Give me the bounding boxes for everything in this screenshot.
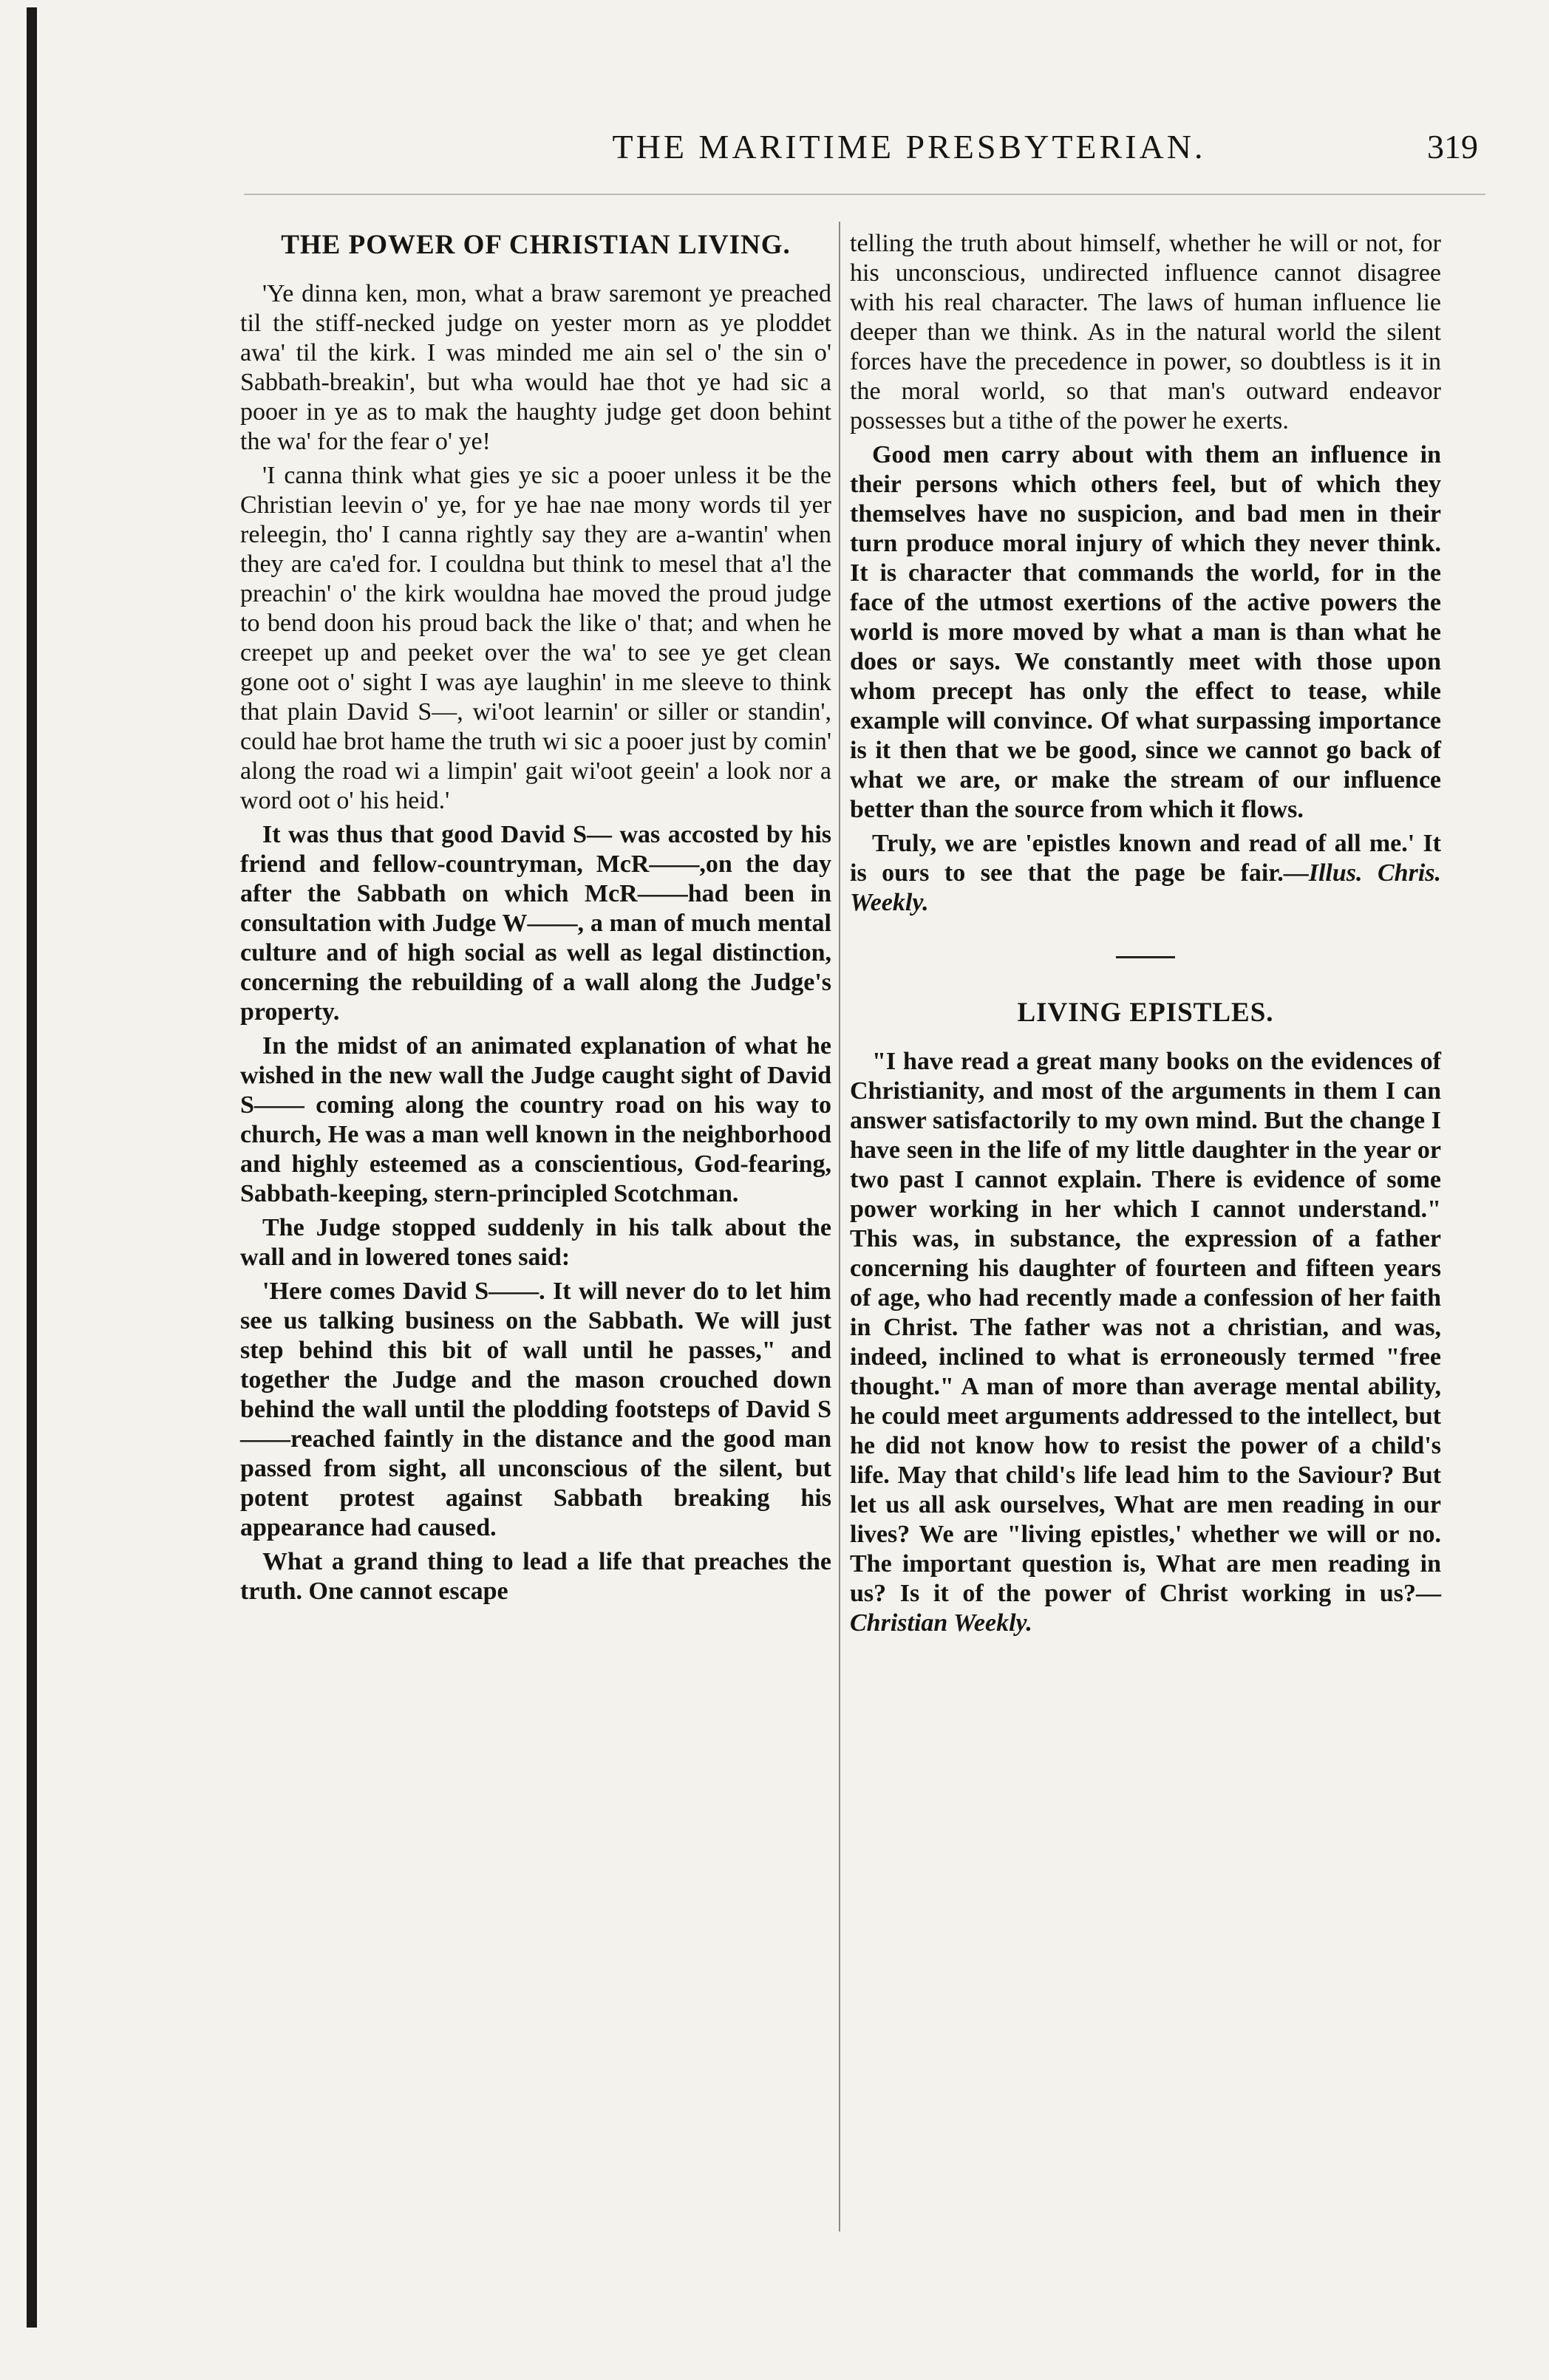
source-credit: Illus. Chris. Weekly. <box>850 859 1441 916</box>
right-column <box>850 229 1441 1643</box>
source-credit: Christian Weekly. <box>850 1609 1032 1637</box>
page-number: 319 <box>1427 128 1478 166</box>
closing-text: Truly, we are 'epistles known and read of all me.' It is ours to see that the page be fair.— <box>850 830 1441 887</box>
paragraph: In the midst of an animated explanation of what he wished in the new wall the Judge caught sight of David S—— coming along the country road on his way to church, He was a man well known in the neighborhood and highly esteemed as a conscientious, God-fearing, Sabbath-keeping, stern-principled Scotchman. <box>240 1032 831 1207</box>
paragraph: Good men carry about with them an influence in their persons which others feel, but of which they themselves have no suspicion, and bad men in their turn produce moral injury of which they never think. It is character that commands the world, for in the face of the utmost exertions of the active powers the world is more moved by what a man is than what he does or says. We constantly meet with those upon whom precept has only the effect to tease, while example will convince. Of what surpassing importance is it then that we be good, since we cannot go back of what we are, or make the stream of our influence better than the source from which it flows. <box>850 441 1441 823</box>
body-text: "I have read a great many books on the evidences of Christianity, and most of the arguments in them I can answer satisfactorily to my own mind. But the change I have seen in the life of my little daughter in the year or two past I cannot explain. There is evidence of some power working in her which I cannot understand." This was, in substance, the expression of a father concerning his daughter of fourteen and fifteen years of age, who had recently made a confession of her faith in Christ. The father was not a christian, and was, indeed, inclined to what is erroneously termed "free thought." A man of more than average mental ability, he could meet arguments addressed to the intellect, but he did not know how to resist the power of a child's life. May that child's life lead him to the Saviour? But let us all ask ourselves, What are men reading in our lives? We are "living epistles,' whether we will or no. The important question is, What are men reading in us? Is it of the power of Christ working in us?— <box>850 1048 1441 1607</box>
article-title-living-epistles: LIVING EPISTLES. <box>1017 998 1274 1028</box>
paragraph: 'I canna think what gies ye sic a pooer unless it be the Christian leevin o' ye, for ye hae nae mony words til yer releegin, tho' I canna rightly say they are a-wantin' when they are ca'ed for. I couldna but think to mesel that a'l the preachin' o' the kirk wouldna hae moved the proud judge to bend doon his proud back the like o' that; and when he creepet up and peeket over the wa' to see ye get clean gone oot o' sight I was aye laughin' in me sleeve to think that plain David S—, wi'oot learnin' or siller or standin', could hae brot hame the truth wi sic a pooer just by comin' along the road wi a limpin' gait wi'oot geein' a look nor a word oot o' his heid.' <box>240 462 831 814</box>
running-title: THE MARITIME PRESBYTERIAN. <box>612 128 1206 166</box>
header-rule <box>244 194 1485 195</box>
paragraph: 'Ye dinna ken, mon, what a braw saremont ye preached til the stiff-necked judge on yester morn as ye ploddet awa' til the kirk. I was minded me ain sel o' the sin o' Sabbath-breakin', but wha would hae thot ye had sic a pooer in ye as to mak the haughty judge get doon behint the wa' for the fear o' ye! <box>240 280 831 455</box>
paragraph-closing <box>850 829 1441 918</box>
left-column <box>240 229 831 1606</box>
paragraph: It was thus that good David S— was accosted by his friend and fellow-countryman, McR——,on the day after the Sabbath on which McR——had been in consultation with Judge W——, a man of much mental culture and of high social as well as legal distinction, concerning the rebuilding of a wall along the Judge's property. <box>240 821 831 1026</box>
article-separator <box>1116 956 1175 958</box>
running-header <box>222 127 1478 179</box>
paragraph: The Judge stopped suddenly in his talk about the wall and in lowered tones said: <box>240 1214 831 1271</box>
paragraph <box>850 1047 1441 1638</box>
column-divider <box>839 222 840 2231</box>
paragraph: 'Here comes David S——. It will never do to let him see us talking business on the Sabbath. We will just step behind this bit of wall until he passes," and together the Judge and the mason crouched down behind the wall until the plodding footsteps of David S——reached faintly in the distance and the good man passed from sight, all unconscious of the silent, but potent protest against Sabbath breaking his appearance had caused. <box>240 1278 831 1541</box>
paragraph-continued: telling the truth about himself, whether he will or not, for his unconscious, undirected influence cannot disagree with his real character. The laws of human influence lie deeper than we think. As in the natural world the silent forces have the precedence in power, so doubtless is it in the moral world, so that man's outward endeavor possesses but a tithe of the power he exerts. <box>850 230 1441 434</box>
article-title-power-of-christian-living: THE POWER OF CHRISTIAN LIVING. <box>281 230 791 260</box>
binding-edge <box>27 7 37 2328</box>
paragraph: What a grand thing to lead a life that preaches the truth. One cannot escape <box>240 1548 831 1605</box>
